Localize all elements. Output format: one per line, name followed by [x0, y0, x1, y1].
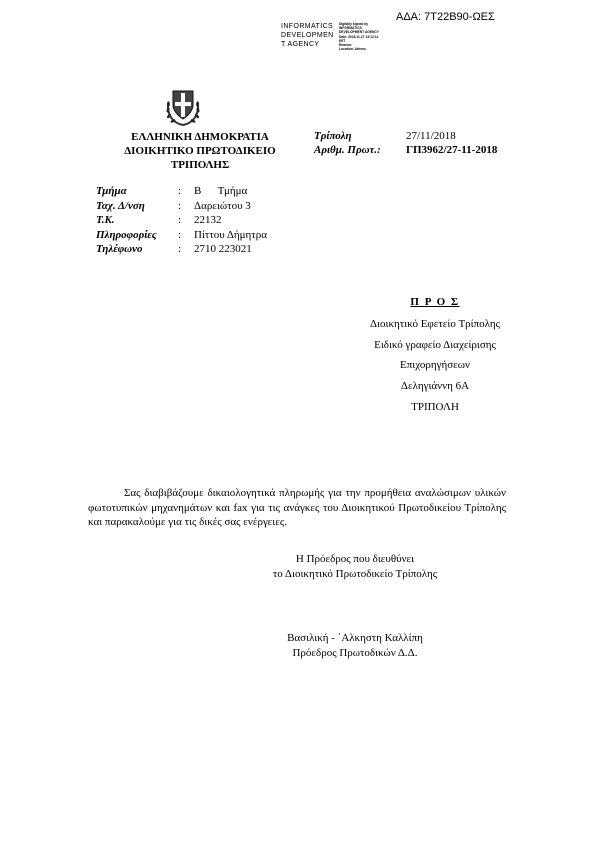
stamp-detail: Location: Athens — [339, 47, 366, 52]
stamp-detail: DEVELOPMENT AGENCY — [339, 30, 379, 35]
info-value: 2710 223021 — [194, 243, 252, 256]
ministry-header — [80, 130, 320, 172]
recipient-heading: Π Ρ Ο Σ — [410, 296, 460, 308]
info-colon: : — [178, 243, 182, 256]
info-label: Τ.Κ. — [96, 214, 115, 227]
stamp-name-line2: DEVELOPMEN — [281, 32, 334, 39]
protocol-number: ΓΠ3962/27-11-2018 — [406, 144, 498, 156]
stamp-name-line1: INFORMATICS — [281, 23, 334, 30]
info-colon: : — [178, 214, 182, 227]
digital-signature-stamp — [281, 22, 379, 52]
recipient-line5: ΤΡΙΠΟΛΗ — [411, 401, 459, 413]
info-colon: : — [178, 228, 182, 241]
ministry-line1: ΕΛΛΗΝΙΚΗ ΔΗΜΟΚΡΑΤΙΑ — [131, 131, 269, 143]
signature-role-line2: το Διοικητικό Πρωτοδικείο Τρίπολης — [272, 568, 438, 580]
ministry-line2: ΔΙΟΙΚΗΤΙΚΟ ΠΡΩΤΟΔΙΚΕΙΟ — [124, 145, 276, 157]
ada-code: ΑΔΑ: 7Τ22Β90-ΩΕΣ — [396, 11, 495, 23]
info-label: Τμήμα — [96, 185, 127, 197]
signatory-title: Πρόεδρος Πρωτοδικών Δ.Δ. — [292, 647, 418, 659]
stamp-name-line3: T AGENCY — [281, 41, 320, 48]
info-label: Ταχ. Δ/νση — [96, 199, 145, 212]
recipient-line4: Δεληγιάννη 6Α — [400, 380, 470, 392]
stamp-details — [339, 22, 379, 51]
info-value: 22132 — [194, 214, 222, 227]
recipient-line2: Ειδικό γραφείο Διαχείρισης — [374, 339, 496, 351]
stamp-detail: INFORMATICS — [339, 26, 362, 31]
info-value: Δαρειώτου 3 — [194, 199, 251, 212]
document-date: 27/11/2018 — [406, 130, 456, 142]
greek-coat-of-arms-icon — [163, 86, 203, 128]
info-colon: : — [178, 185, 182, 197]
stamp-detail: Digitally signed by — [339, 22, 369, 26]
signature-role-line1: Η Πρόεδρος που διευθύνει — [295, 553, 415, 565]
ministry-line3: ΤΡΙΠΟΛΗΣ — [170, 159, 230, 171]
stamp-detail: EET — [339, 38, 346, 43]
letter-body — [88, 486, 506, 530]
info-colon: : — [178, 199, 182, 212]
info-value: Πίττου Δήμητρα — [194, 228, 267, 241]
stamp-detail: Reason: — [339, 43, 353, 48]
place-label: Τρίπολη — [314, 130, 352, 142]
body-paragraph: Σας διαβιβάζουμε δικαιολογητικά πληρωμής για την προμήθεια αναλώσιμων υλικών φωτοτυπικών μηχανημάτων και fax για τις ανάγκες του Διοικητικού Πρωτοδικείου Τρίπολης και παρακαλούμε για τις δικές σας ενέργειες. — [88, 487, 506, 528]
recipient-line1: Διοικητικό Εφετείο Τρίπολης — [369, 318, 501, 330]
info-label: Τηλέφωνο — [96, 243, 143, 256]
signatory-name: Βασιλική - ΄Αλκηστη Καλλίπη — [287, 632, 423, 644]
recipient-line3: Επιχορηγήσεων — [400, 359, 470, 371]
info-label: Πληροφορίες — [96, 228, 157, 241]
stamp-detail: Date: 2018.11.27 13:12:11 — [339, 34, 379, 39]
info-value: Β Τμήμα — [194, 185, 248, 197]
protocol-label: Αριθμ. Πρωτ.: — [314, 144, 381, 156]
